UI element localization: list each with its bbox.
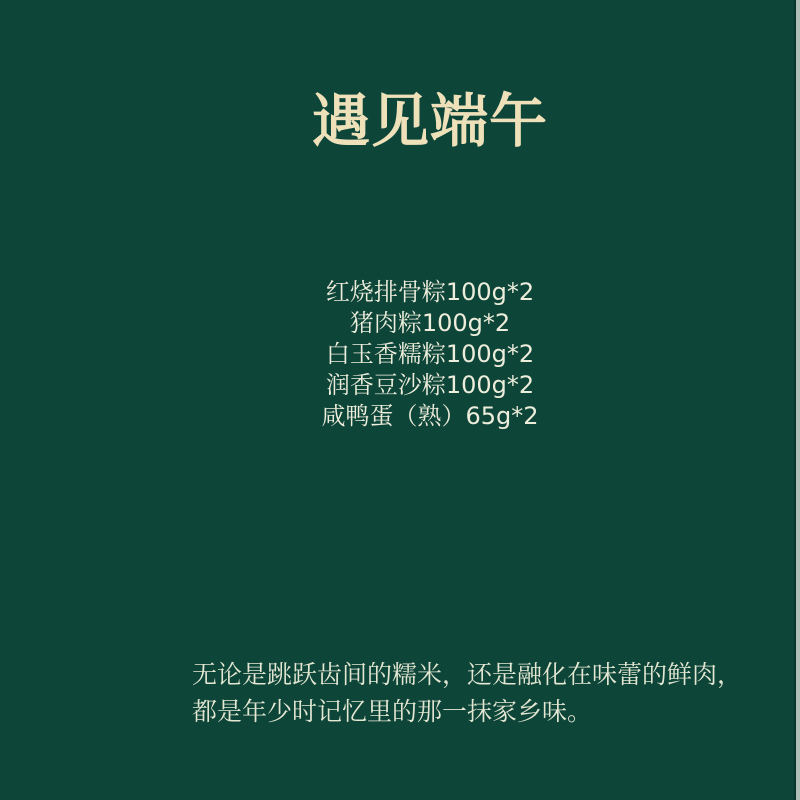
product-list-item: 润香豆沙粽100g*2	[325, 371, 535, 399]
poster-slogan	[192, 656, 772, 730]
product-list-item: 猪肉粽100g*2	[349, 309, 511, 337]
poster-title: 遇见端午	[311, 87, 548, 155]
product-list-item: 白玉香糯粽100g*2	[325, 340, 535, 368]
product-contents-list	[60, 277, 800, 432]
slogan-line: 无论是跳跃齿间的糯米，还是融化在味蕾的鲜肉，	[192, 660, 743, 689]
product-list-item: 红烧排骨粽100g*2	[325, 278, 535, 306]
slogan-line: 都是年少时记忆里的那一抹家乡味。	[192, 697, 593, 726]
right-edge-light-strip	[796, 0, 800, 800]
product-list-item: 咸鸭蛋（熟）65g*2	[321, 402, 539, 430]
